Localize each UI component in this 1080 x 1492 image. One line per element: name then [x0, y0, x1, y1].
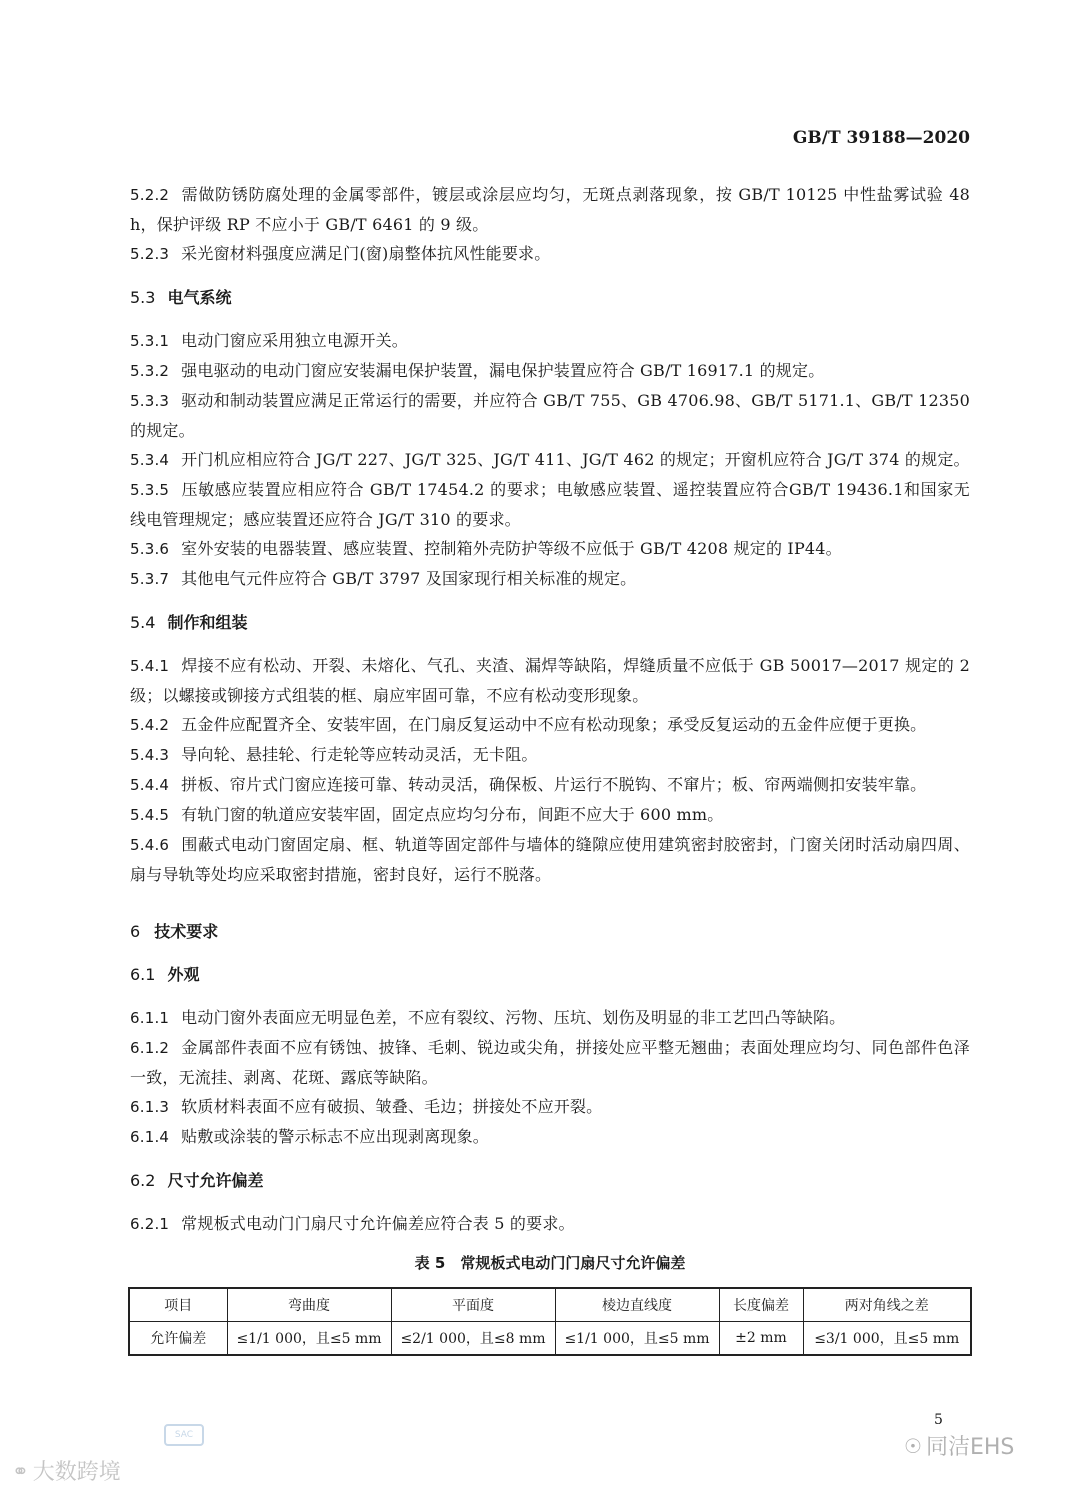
table-row — [129, 1322, 971, 1356]
table-cell: 允许偏差 — [129, 1322, 227, 1356]
watermark-left — [12, 1455, 121, 1486]
sac-logo: SAC — [164, 1424, 204, 1446]
standard-code-header: GB/T 39188—2020 — [792, 128, 970, 148]
table-cell: ≤2/1 000，且≤8 mm — [391, 1322, 555, 1356]
clause-5-2-2: 5.2.2 需做防锈防腐处理的金属零部件，镀层或涂层应均匀，无斑点剥落现象，按 GB/T 10125 中性盐雾试验 48 h，保护评级 RP 不应小于 GB/T 6461 的 9 级。 — [130, 185, 970, 234]
section-heading-5-3: 5.3 电气系统 — [130, 288, 232, 307]
table-header-cell: 弯曲度 — [227, 1288, 391, 1322]
table-header-cell: 两对角线之差 — [803, 1288, 971, 1322]
clause-5-4-3: 5.4.3 导向轮、悬挂轮、行走轮等应转动灵活，无卡阻。 — [130, 745, 538, 764]
table-header-row — [129, 1288, 971, 1322]
tolerance-table — [128, 1287, 972, 1356]
clause-5-3-2: 5.3.2 强电驱动的电动门窗应安装漏电保护装置，漏电保护装置应符合 GB/T 16917.1 的规定。 — [130, 361, 825, 380]
watermark-left-text: 大数跨境 — [32, 1460, 121, 1485]
clause-5-4-2: 5.4.2 五金件应配置齐全、安装牢固，在门扇反复运动中不应有松动现象；承受反复运动的五金件应便于更换。 — [130, 715, 927, 734]
table-cell: ≤1/1 000，且≤5 mm — [227, 1322, 391, 1356]
table-header-cell: 棱边直线度 — [555, 1288, 719, 1322]
document-body — [130, 180, 970, 1356]
wechat-icon: ☉ — [904, 1433, 922, 1458]
watermark-right-text: 同洁EHS — [925, 1435, 1015, 1460]
table-header-cell: 平面度 — [391, 1288, 555, 1322]
clause-5-3-5: 5.3.5 压敏感应装置应相应符合 GB/T 17454.2 的要求；电敏感应装置、遥控装置应符合GB/T 19436.1和国家无线电管理规定；感应装置还应符合 JG/T 310 的要求。 — [130, 480, 970, 529]
page-number: 5 — [934, 1412, 943, 1428]
clause-5-4-5: 5.4.5 有轨门窗的轨道应安装牢固，固定点应均匀分布，间距不应大于 600 mm。 — [130, 805, 724, 824]
clause-5-3-6: 5.3.6 室外安装的电器装置、感应装置、控制箱外壳防护等级不应低于 GB/T 4208 规定的 IP44。 — [130, 539, 842, 558]
section-heading-6-2: 6.2 尺寸允许偏差 — [130, 1171, 264, 1190]
clause-5-3-4: 5.3.4 开门机应相应符合 JG/T 227、JG/T 325、JG/T 411、JG/T 462 的规定；开窗机应符合 JG/T 374 的规定。 — [130, 450, 970, 469]
clause-6-1-2: 6.1.2 金属部件表面不应有锈蚀、披锋、毛刺、锐边或尖角，拼接处应平整无翘曲；表面处理应均匀、同色部件色泽一致，无流挂、剥离、花斑、露底等缺陷。 — [130, 1038, 970, 1087]
chapter-heading-6: 6 技术要求 — [130, 922, 219, 941]
clause-5-4-1: 5.4.1 焊接不应有松动、开裂、未熔化、气孔、夹渣、漏焊等缺陷，焊缝质量不应低于 GB 50017—2017 规定的 2 级；以螺接或铆接方式组装的框、扇应牢固可靠，不应有松动变形现象。 — [130, 656, 970, 705]
clause-6-1-4: 6.1.4 贴敷或涂装的警示标志不应出现剥离现象。 — [130, 1127, 489, 1146]
table-caption: 表 5 常规板式电动门门扇尺寸允许偏差 — [414, 1254, 686, 1272]
table-cell: ±2 mm — [719, 1322, 803, 1356]
clause-5-3-1: 5.3.1 电动门窗应采用独立电源开关。 — [130, 331, 408, 350]
table-cell: ≤3/1 000，且≤5 mm — [803, 1322, 971, 1356]
section-heading-6-1: 6.1 外观 — [130, 965, 200, 984]
clause-5-3-7: 5.3.7 其他电气元件应符合 GB/T 3797 及国家现行相关标准的规定。 — [130, 569, 637, 588]
table-header-cell: 项目 — [129, 1288, 227, 1322]
clause-5-4-4: 5.4.4 拼板、帘片式门窗应连接可靠、转动灵活，确保板、片运行不脱钩、不窜片；板、帘两端侧扣安装牢靠。 — [130, 775, 927, 794]
clause-5-3-3: 5.3.3 驱动和制动装置应满足正常运行的需要，并应符合 GB/T 755、GB 4706.98、GB/T 5171.1、GB/T 12350的规定。 — [130, 391, 970, 440]
watermark-right — [904, 1430, 1014, 1461]
clause-6-1-3: 6.1.3 软质材料表面不应有破损、皱叠、毛边；拼接处不应开裂。 — [130, 1097, 603, 1116]
clause-5-4-6: 5.4.6 围蔽式电动门窗固定扇、框、轨道等固定部件与墙体的缝隙应使用建筑密封胶密封，门窗关闭时活动扇四周、扇与导轨等处均应采取密封措施，密封良好，运行不脱落。 — [130, 835, 970, 884]
clause-5-2-3: 5.2.3 采光窗材料强度应满足门(窗)扇整体抗风性能要求。 — [130, 244, 551, 263]
section-heading-5-4: 5.4 制作和组装 — [130, 613, 248, 632]
clause-6-1-1: 6.1.1 电动门窗外表面应无明显色差，不应有裂纹、污物、压坑、划伤及明显的非工艺凹凸等缺陷。 — [130, 1008, 846, 1027]
table-header-cell: 长度偏差 — [719, 1288, 803, 1322]
weibo-icon: ⚭ — [12, 1458, 29, 1483]
clause-6-2-1: 6.2.1 常规板式电动门门扇尺寸允许偏差应符合表 5 的要求。 — [130, 1214, 575, 1233]
table-cell: ≤1/1 000，且≤5 mm — [555, 1322, 719, 1356]
